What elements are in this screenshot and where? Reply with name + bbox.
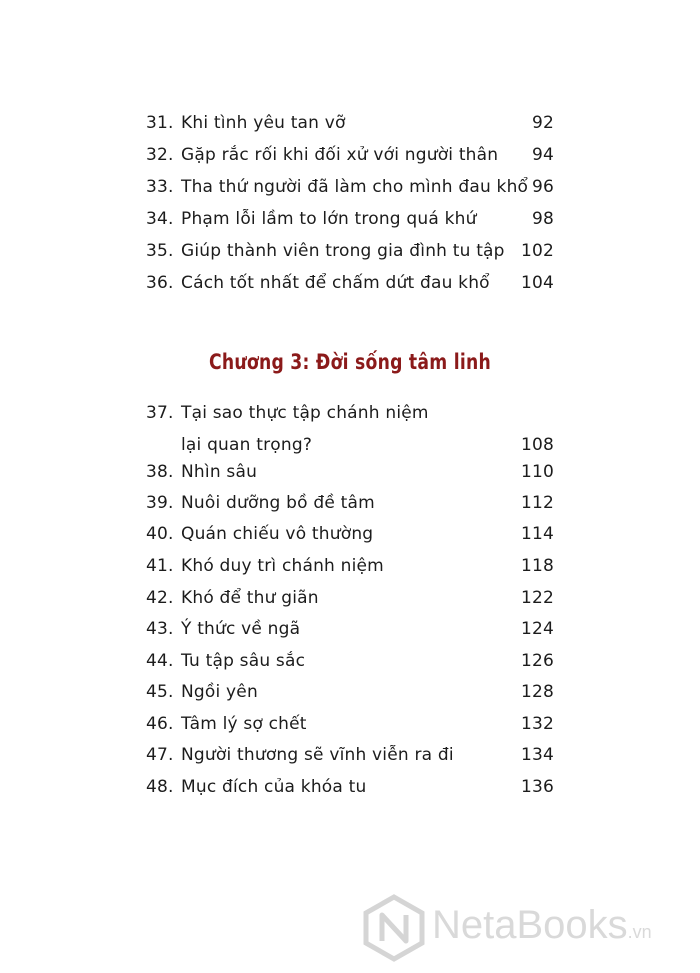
entry-title: Khó để thư giãn [181,588,319,608]
entry-page: 112 [520,493,554,513]
toc-entry [146,402,554,458]
entry-title: Người thương sẽ vĩnh viễn ra đi [181,745,454,765]
entry-number: 38. [146,462,174,482]
entry-page: 124 [520,619,554,639]
watermark [362,893,692,963]
entry-title: Gặp rắc rối khi đối xử với người thân [181,145,499,165]
entry-title: Phạm lỗi lầm to lớn trong quá khứ [181,209,477,229]
entry-number: 45. [146,682,174,702]
entry-title: Tha thứ người đã làm cho mình đau khổ [181,177,529,197]
watermark-text [432,903,652,948]
entry-number: 31. [146,113,174,133]
entry-page: 102 [520,241,554,261]
entry-number: 37. [146,403,174,423]
entry-number: 43. [146,619,174,639]
entry-number: 46. [146,714,174,734]
entry-page: 126 [520,651,554,671]
entry-number: 48. [146,777,174,797]
entry-page: 94 [531,145,554,165]
entry-title: Quán chiếu vô thường [181,524,374,544]
netabooks-logo-icon [362,893,426,963]
entry-title: Ngồi yên [181,682,258,702]
entry-page: 132 [520,714,554,734]
entry-title: Khi tình yêu tan vỡ [181,113,346,133]
entry-number: 35. [146,241,174,261]
entry-page: 110 [520,462,554,482]
entry-title-line1: Tại sao thực tập chánh niệm [181,403,429,423]
entry-title: Nhìn sâu [181,462,258,482]
watermark-suffix: .vn [627,922,652,942]
entry-page: 134 [520,745,554,765]
entry-page: 122 [520,588,554,608]
entry-title: Giúp thành viên trong gia đình tu tập [181,241,505,261]
entry-title: Mục đích của khóa tu [181,777,367,797]
entry-number: 47. [146,745,174,765]
entry-title: Tu tập sâu sắc [181,651,306,671]
entry-title: Cách tốt nhất để chấm dứt đau khổ [181,273,490,293]
entry-page: 96 [531,177,554,197]
entry-page: 118 [520,556,554,576]
entry-title: Khó duy trì chánh niệm [181,556,384,576]
chapter-heading: Chương 3: Đời sống tâm linh [208,350,492,374]
entry-number: 44. [146,651,174,671]
entry-title: Nuôi dưỡng bồ đề tâm [181,493,375,513]
entry-page: 104 [520,273,554,293]
entry-number: 34. [146,209,174,229]
entry-number: 42. [146,588,174,608]
entry-page: 128 [520,682,554,702]
entry-page: 92 [531,113,554,133]
entry-number: 40. [146,524,174,544]
entry-title: Tâm lý sợ chết [181,714,307,734]
entry-number: 32. [146,145,174,165]
entry-page: 108 [520,435,554,455]
entry-number: 36. [146,273,174,293]
entry-number: 41. [146,556,174,576]
entry-title-line2: lại quan trọng? [181,435,313,455]
entry-page: 98 [531,209,554,229]
entry-page: 136 [520,777,554,797]
entry-number: 33. [146,177,174,197]
entry-number: 39. [146,493,174,513]
entry-title: Ý thức về ngã [181,619,301,639]
watermark-brand: NetaBooks [432,903,628,947]
entry-page: 114 [520,524,554,544]
